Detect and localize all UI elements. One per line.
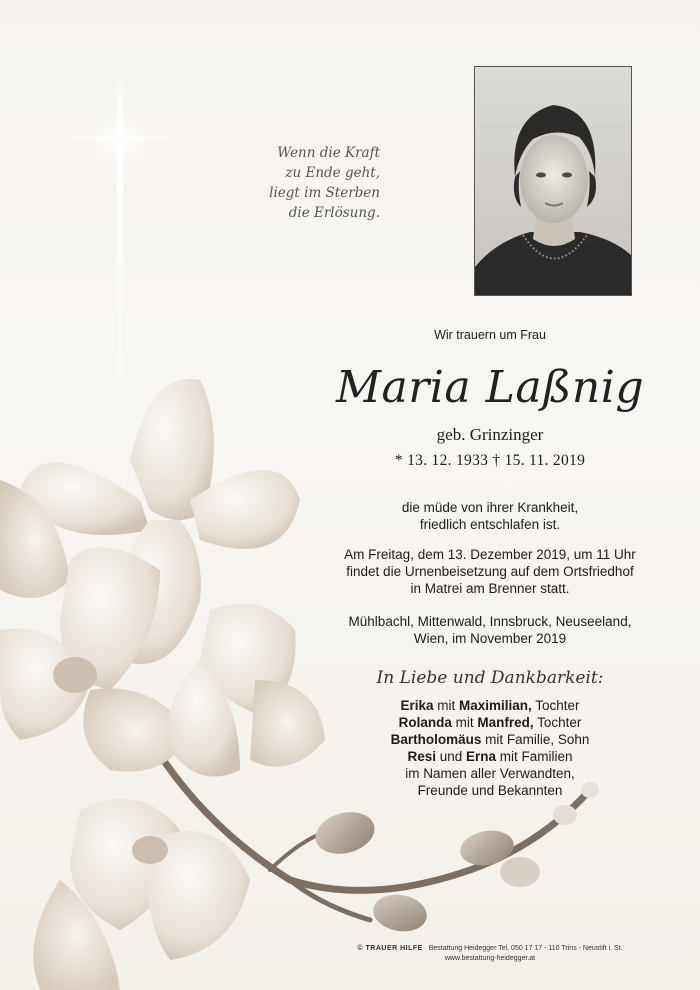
verse-line: Wenn die Kraft	[277, 145, 380, 161]
mourner-line: im Namen aller Verwandten,	[405, 766, 575, 781]
thanks-heading: In Liebe und Dankbarkeit:	[376, 668, 604, 688]
mourner-line: Freunde und Bekannten	[417, 783, 563, 798]
cross-of-light-icon	[60, 60, 180, 400]
footer	[330, 944, 650, 964]
verse-line: die Erlösung.	[288, 205, 380, 221]
portrait-photo	[474, 66, 632, 296]
mourner-line: Bartholomäus mit Familie, Sohn	[390, 732, 590, 747]
deceased-name: Maria Laßnig	[335, 362, 645, 413]
footer-brand: © TRAUER HILFE	[357, 945, 423, 952]
footer-url[interactable]: www.bestattung-heidegger.at	[444, 955, 536, 962]
life-dates: * 13. 12. 1933 † 15. 11. 2019	[394, 452, 586, 469]
paragraph-places-date: Mühlbachl, Mittenwald, Innsbruck, Neuseeland, Wien, im November 2019	[348, 614, 632, 646]
paragraph-funeral: Am Freitag, dem 13. Dezember 2019, um 11 Uhr findet die Urnenbeisetzung auf dem Ortsfriedhof in Matrei am Brenner statt.	[344, 547, 636, 596]
mourner-line: Resi und Erna mit Familien	[407, 749, 573, 764]
verse-line: zu Ende geht,	[285, 165, 380, 181]
verse-line: liegt im Sterben	[269, 185, 380, 201]
paragraph-passing: die müde von ihrer Krankheit, friedlich entschlafen ist.	[401, 500, 579, 532]
mourner-line: Erika mit Maximilian, Tochter	[400, 698, 580, 713]
memorial-verse	[210, 143, 380, 223]
mourner-line: Rolanda mit Manfred, Tochter	[398, 715, 582, 730]
intro-line: Wir trauern um Frau	[434, 328, 546, 342]
footer-contact: Bestattung Heidegger Tel. 050 17 17 - 110 Trins - Neustift i. St.	[428, 945, 623, 952]
maiden-name: geb. Grinzinger	[436, 425, 544, 444]
mourners-list	[330, 697, 650, 799]
